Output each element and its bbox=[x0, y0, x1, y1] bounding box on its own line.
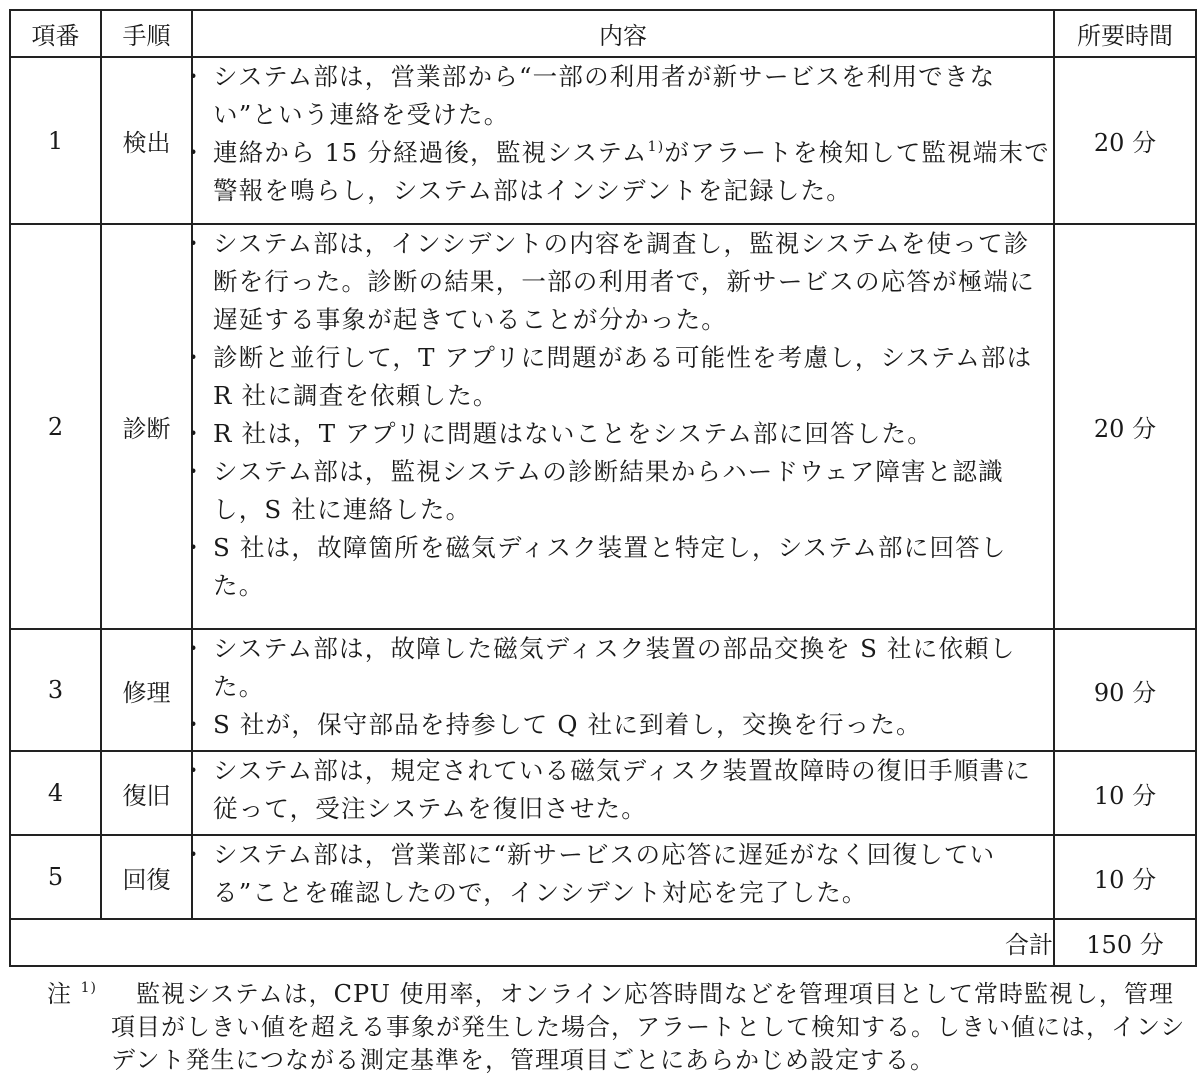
content-bullet bbox=[193, 134, 1053, 210]
content-bullet: ・ システム部は，営業部に“新サービスの応答に遅延がなく回復している”ことを確認したので，インシデント対応を完了した。 bbox=[193, 836, 1053, 912]
item-number-cell: 4 bbox=[10, 751, 101, 835]
content-bullet: ・ システム部は，規定されている磁気ディスク装置故障時の復旧手順書に従って，受注システムを復旧させた。 bbox=[193, 752, 1053, 828]
table-row bbox=[10, 751, 1196, 835]
step-cell: 検出 bbox=[101, 57, 192, 224]
content-bullet: ・ R 社は，T アプリに問題はないことをシステム部に回答した。 bbox=[193, 415, 1053, 453]
content-bullet: ・ S 社が，保守部品を持参して Q 社に到着し，交換を行った。 bbox=[193, 706, 1053, 744]
table-row bbox=[10, 835, 1196, 919]
total-label: 合計 bbox=[10, 919, 1054, 966]
step-cell: 回復 bbox=[101, 835, 192, 919]
footnote-sup: 1) bbox=[80, 980, 98, 996]
duration-cell: 10 分 bbox=[1054, 751, 1196, 835]
duration-cell: 20 分 bbox=[1054, 224, 1196, 629]
incident-response-table bbox=[9, 9, 1197, 967]
content-cell bbox=[192, 57, 1054, 224]
step-cell: 復旧 bbox=[101, 751, 192, 835]
footnote-text: 監視システムは，CPU 使用率，オンライン応答時間などを管理項目として常時監視し，管理項目がしきい値を超える事象が発生した場合，アラートとして検知する。しきい値には，インシデント発生につながる測定基準を，管理項目ごとにあらかじめ設定する。 bbox=[111, 980, 1186, 1074]
item-number-cell: 5 bbox=[10, 835, 101, 919]
footnote-reference: 1) bbox=[647, 139, 665, 155]
item-number-cell: 2 bbox=[10, 224, 101, 629]
content-bullet: ・ S 社は，故障箇所を磁気ディスク装置と特定し，システム部に回答した。 bbox=[193, 529, 1053, 605]
footnote bbox=[47, 978, 1197, 1077]
content-bullet: ・ システム部は，インシデントの内容を調査し，監視システムを使って診断を行った。診断の結果，一部の利用者で，新サービスの応答が極端に遅延する事象が起きていることが分かった。 bbox=[193, 225, 1053, 339]
footnote-marker: 注 $^{1)}$ bbox=[47, 980, 98, 1008]
table-row bbox=[10, 224, 1196, 629]
content-cell bbox=[192, 224, 1054, 629]
content-bullet: ・ システム部は，営業部から“一部の利用者が新サービスを利用できない”という連絡を受けた。 bbox=[193, 58, 1053, 134]
content-cell bbox=[192, 629, 1054, 751]
duration-cell: 10 分 bbox=[1054, 835, 1196, 919]
duration-cell: 90 分 bbox=[1054, 629, 1196, 751]
header-content: 内容 bbox=[192, 10, 1054, 57]
item-number-cell: 3 bbox=[10, 629, 101, 751]
bullet-text: 連絡から 15 分経過後，監視システム bbox=[213, 138, 648, 167]
step-cell: 修理 bbox=[101, 629, 192, 751]
content-bullet: ・ 診断と並行して，T アプリに問題がある可能性を考慮し，システム部は R 社に調査を依頼した。 bbox=[193, 339, 1053, 415]
bullet-text: がアラートを検知して監視端末で警報を鳴らし，システム部はインシデントを記録した。 bbox=[213, 138, 1050, 205]
content-bullet: ・ システム部は，故障した磁気ディスク装置の部品交換を S 社に依頼した。 bbox=[193, 630, 1053, 706]
header-item-no: 項番 bbox=[10, 10, 101, 57]
header-step: 手順 bbox=[101, 10, 192, 57]
total-row bbox=[10, 919, 1196, 966]
step-cell: 診断 bbox=[101, 224, 192, 629]
total-value: 150 分 bbox=[1054, 919, 1196, 966]
item-number-cell: 1 bbox=[10, 57, 101, 224]
table-row bbox=[10, 629, 1196, 751]
table-row bbox=[10, 57, 1196, 224]
content-bullet: ・ システム部は，監視システムの診断結果からハードウェア障害と認識し，S 社に連絡した。 bbox=[193, 453, 1053, 529]
content-cell bbox=[192, 835, 1054, 919]
duration-cell: 20 分 bbox=[1054, 57, 1196, 224]
header-time: 所要時間 bbox=[1054, 10, 1196, 57]
table-header-row bbox=[10, 10, 1196, 57]
content-cell bbox=[192, 751, 1054, 835]
